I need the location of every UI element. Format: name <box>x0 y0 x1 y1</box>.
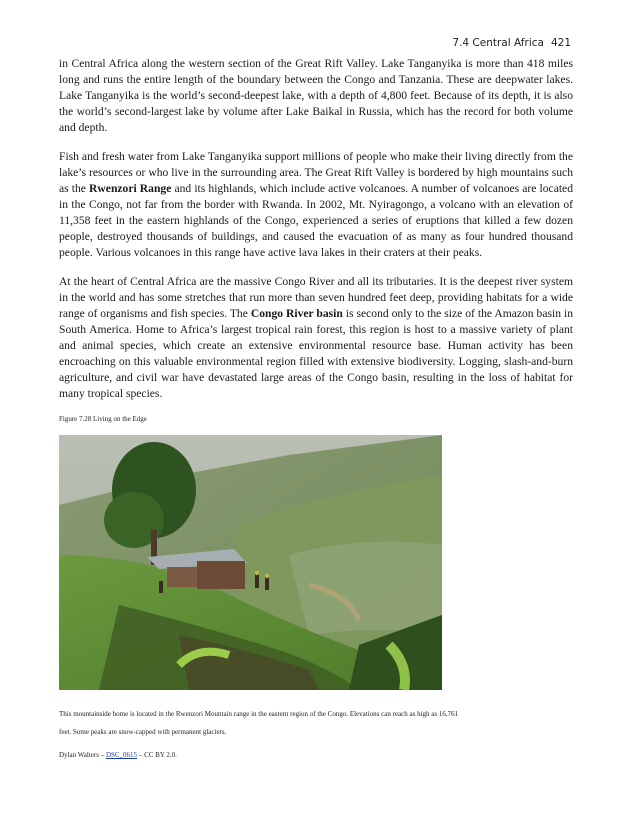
figure-caption: This mountainside home is located in the Rwenzori Mountain range in the eastern region of the Congo. Elevations can reach as high as 16,761 feet. Some peaks are snow-capped with permanent glaciers. <box>59 710 459 736</box>
figure-photo-mountainside-home <box>59 435 442 690</box>
paragraph-congo-river: At the heart of Central Africa are the massive Congo River and all its tributaries. It is the deepest river system in the world and has some stretches that run more than seven hundred feet deep, providing habitats for a wide range of organisms and fish species. The Congo River basin is second only to the size of the Amazon basin in South America. Home to Africa’s largest tropical rain forest, this region is host to a massive variety of plant and animal species, which create an extensive environmental resource base. Human activity has been encroaching on this valuable environmental region filled with extensive biodiversity. Logging, slash-and-burn agriculture, and civil war have devastated large areas of the Congo basin, resulting in the loss of habitat for many tropical species. <box>59 275 573 400</box>
figure-credit: Dylan Walters – DSC_0615 – CC BY 2.0. <box>59 751 177 759</box>
page-header <box>452 37 571 49</box>
term-congo-river-basin: Congo River basin <box>250 307 343 320</box>
figure-title: Figure 7.28 Living on the Edge <box>59 415 147 423</box>
section-title: 7.4 Central Africa <box>452 37 544 49</box>
credit-link[interactable]: DSC_0615 <box>105 751 138 759</box>
term-rwenzori-range: Rwenzori Range <box>89 182 172 195</box>
page-number: 421 <box>550 37 571 49</box>
paragraph-lake-tanganyika: in Central Africa along the western section of the Great Rift Valley. Lake Tanganyika is more than 418 miles long and runs the entire length of the boundary between the Congo and Tanzania. These are deepwater lakes. Lake Tanganyika is the world’s second-deepest lake, with a depth of 4,800 feet. Because of its depth, it is also the world’s second-largest lake by volume after Lake Baikal in Russia, which has the record for both volume and depth. <box>59 57 573 134</box>
page-content <box>59 56 573 759</box>
photo-illustration <box>59 435 442 690</box>
paragraph-rift-valley: Fish and fresh water from Lake Tanganyika support millions of people who make their living directly from the lake’s resources or who live in the surrounding area. The Great Rift Valley is bordered by high mountains such as the Rwenzori Range and its highlands, which include active volcanoes. A number of volcanoes are located in the Congo, not far from the border with Rwanda. In 2002, Mt. Nyiragongo, a volcano with an elevation of 11,358 feet in the eastern highlands of the Congo, experienced a series of eruptions that killed a few dozen people, destroyed thousands of buildings, and caused the evacuation of as many as four hundred thousand people. Various volcanoes in this range have active lava lakes in their craters at their peaks. <box>59 150 574 259</box>
